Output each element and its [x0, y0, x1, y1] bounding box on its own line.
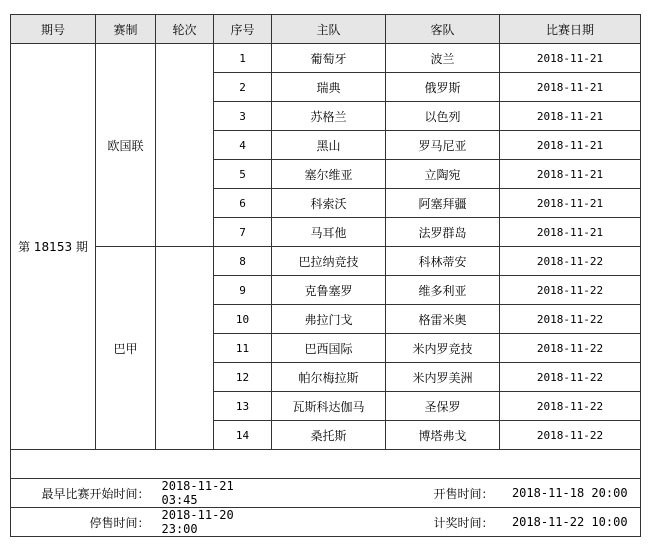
round-cell [156, 247, 214, 450]
away-team-cell: 博塔弗戈 [386, 421, 500, 450]
away-team-cell: 罗马尼亚 [386, 131, 500, 160]
earliest-start-label: 最早比赛开始时间： [11, 479, 156, 508]
home-team-cell: 瓦斯科达伽马 [272, 392, 386, 421]
date-cell: 2018-11-22 [500, 421, 641, 450]
date-cell: 2018-11-22 [500, 247, 641, 276]
seq-cell: 12 [214, 363, 272, 392]
date-cell: 2018-11-21 [500, 160, 641, 189]
away-team-cell: 立陶宛 [386, 160, 500, 189]
sale-stop-value: 2018-11-20 23:00 [156, 508, 272, 537]
home-team-cell: 科索沃 [272, 189, 386, 218]
match-body [11, 44, 641, 450]
header-home: 主队 [272, 15, 386, 44]
header-away: 客队 [386, 15, 500, 44]
date-cell: 2018-11-22 [500, 363, 641, 392]
seq-cell: 9 [214, 276, 272, 305]
info-row-2 [11, 508, 641, 537]
prize-calc-value: 2018-11-22 10:00 [500, 508, 641, 537]
date-cell: 2018-11-22 [500, 334, 641, 363]
away-team-cell: 圣保罗 [386, 392, 500, 421]
seq-cell: 13 [214, 392, 272, 421]
home-team-cell: 弗拉门戈 [272, 305, 386, 334]
match-table [10, 14, 641, 537]
seq-cell: 3 [214, 102, 272, 131]
home-team-cell: 瑞典 [272, 73, 386, 102]
date-cell: 2018-11-21 [500, 218, 641, 247]
match-row [11, 247, 641, 276]
home-team-cell: 葡萄牙 [272, 44, 386, 73]
away-team-cell: 米内罗美洲 [386, 363, 500, 392]
earliest-start-value: 2018-11-21 03:45 [156, 479, 272, 508]
header-date: 比赛日期 [500, 15, 641, 44]
seq-cell: 6 [214, 189, 272, 218]
home-team-cell: 苏格兰 [272, 102, 386, 131]
home-team-cell: 帕尔梅拉斯 [272, 363, 386, 392]
seq-cell: 7 [214, 218, 272, 247]
away-team-cell: 米内罗竞技 [386, 334, 500, 363]
lottery-schedule [10, 14, 640, 537]
away-team-cell: 阿塞拜疆 [386, 189, 500, 218]
date-cell: 2018-11-21 [500, 102, 641, 131]
away-team-cell: 维多利亚 [386, 276, 500, 305]
seq-cell: 10 [214, 305, 272, 334]
home-team-cell: 塞尔维亚 [272, 160, 386, 189]
sale-open-label: 开售时间： [272, 479, 500, 508]
date-cell: 2018-11-22 [500, 392, 641, 421]
header-issue: 期号 [11, 15, 96, 44]
seq-cell: 1 [214, 44, 272, 73]
seq-cell: 4 [214, 131, 272, 160]
seq-cell: 11 [214, 334, 272, 363]
date-cell: 2018-11-21 [500, 189, 641, 218]
date-cell: 2018-11-21 [500, 44, 641, 73]
issue-cell: 第 18153 期 [11, 44, 96, 450]
header-format: 赛制 [96, 15, 156, 44]
date-cell: 2018-11-21 [500, 131, 641, 160]
format-cell: 巴甲 [96, 247, 156, 450]
header-round: 轮次 [156, 15, 214, 44]
sale-stop-label: 停售时间： [11, 508, 156, 537]
away-team-cell: 波兰 [386, 44, 500, 73]
home-team-cell: 黑山 [272, 131, 386, 160]
date-cell: 2018-11-21 [500, 73, 641, 102]
home-team-cell: 马耳他 [272, 218, 386, 247]
sale-open-value: 2018-11-18 20:00 [500, 479, 641, 508]
header-row [11, 15, 641, 44]
away-team-cell: 法罗群岛 [386, 218, 500, 247]
seq-cell: 5 [214, 160, 272, 189]
seq-cell: 2 [214, 73, 272, 102]
seq-cell: 8 [214, 247, 272, 276]
away-team-cell: 以色列 [386, 102, 500, 131]
home-team-cell: 克鲁塞罗 [272, 276, 386, 305]
home-team-cell: 巴拉纳竞技 [272, 247, 386, 276]
home-team-cell: 桑托斯 [272, 421, 386, 450]
home-team-cell: 巴西国际 [272, 334, 386, 363]
spacer-cell [11, 450, 641, 479]
info-section [11, 450, 641, 537]
away-team-cell: 格雷米奥 [386, 305, 500, 334]
header-seq: 序号 [214, 15, 272, 44]
date-cell: 2018-11-22 [500, 276, 641, 305]
date-cell: 2018-11-22 [500, 305, 641, 334]
away-team-cell: 俄罗斯 [386, 73, 500, 102]
seq-cell: 14 [214, 421, 272, 450]
match-row [11, 44, 641, 73]
spacer-row [11, 450, 641, 479]
away-team-cell: 科林蒂安 [386, 247, 500, 276]
info-row-1 [11, 479, 641, 508]
prize-calc-label: 计奖时间： [272, 508, 500, 537]
round-cell [156, 44, 214, 247]
format-cell: 欧国联 [96, 44, 156, 247]
